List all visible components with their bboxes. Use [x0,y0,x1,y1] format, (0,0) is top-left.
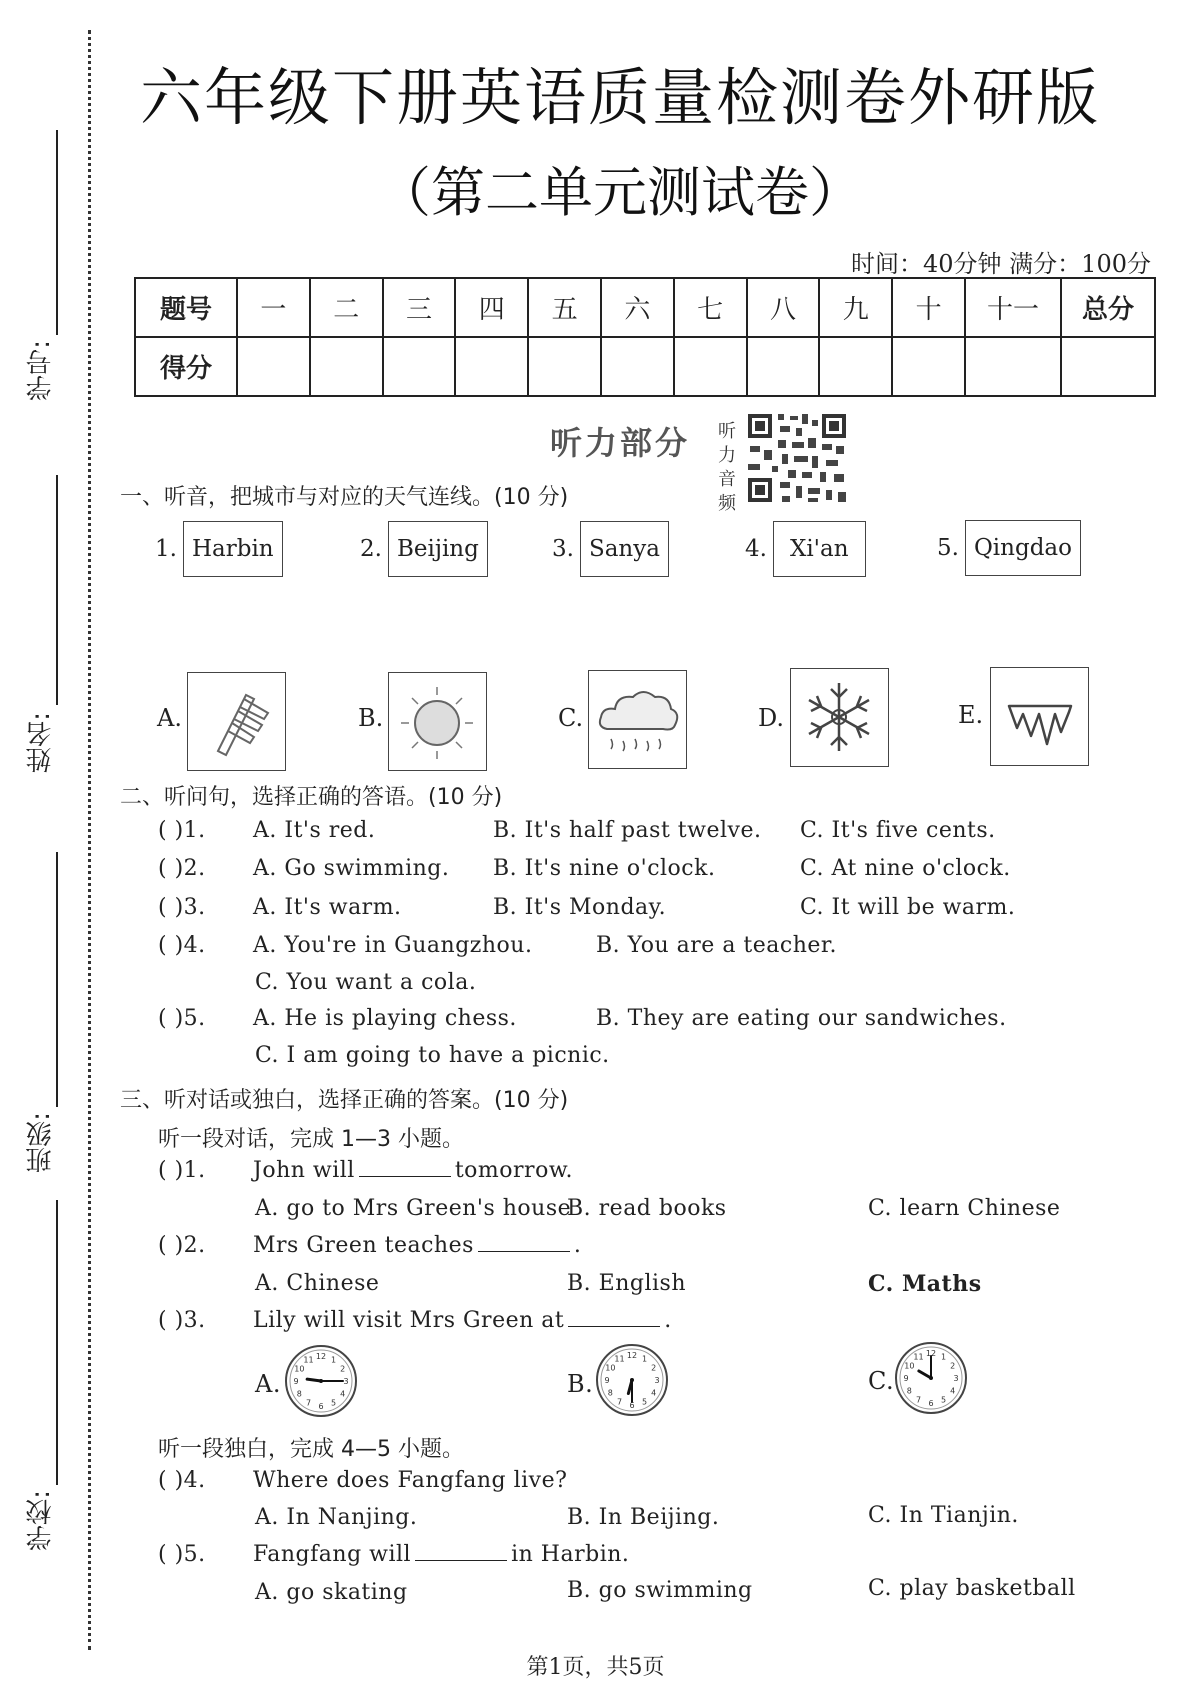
table-cell: 三 [383,278,456,337]
q2-1-option-b: B. It's half past twelve. [493,818,762,843]
table-cell: 四 [455,278,528,337]
stem-text: John will [253,1158,355,1183]
city-name-box: Beijing [388,521,488,577]
total-header: 总分 [1061,278,1155,337]
score-cell[interactable] [747,337,820,396]
pic-label-c: C. [558,704,584,732]
section3-intro-monologue: 听一段独白，完成 4—5 小题。 [158,1437,464,1462]
q2-3-option-a: A. It's warm. [253,895,402,920]
qr-code-icon[interactable] [742,408,852,508]
table-cell: 十一 [965,278,1061,337]
q2-3-option-c: C. It will be warm. [800,895,1016,920]
clock-numeral: 3 [953,1374,959,1383]
clock-numeral: 11 [913,1352,924,1362]
q3-1-option-c: C. learn Chinese [868,1196,1061,1221]
pic-label-b: B. [358,704,384,732]
answer-blank[interactable] [478,1233,570,1252]
q3-2-option-a: A. Chinese [255,1271,380,1296]
score-row-header: 得分 [135,337,237,396]
qr-label: 听力音频 [718,421,736,514]
clock-numeral: 6 [629,1401,635,1410]
city-item-4 [745,521,866,577]
clock-numeral: 4 [651,1388,657,1398]
score-cell[interactable] [601,337,674,396]
clock-numeral: 10 [904,1361,915,1371]
q2-2-option-c: C. At nine o'clock. [800,856,1011,881]
stem-text: in Harbin. [511,1542,630,1567]
q3-5-number: ( )5. [158,1542,206,1567]
score-cell[interactable] [819,337,892,396]
clock-numeral: 6 [318,1402,324,1411]
q3-3-option-b: B. [567,1370,594,1398]
stem-text: Mrs Green teaches [253,1233,474,1258]
q2-5-option-c: C. I am going to have a picnic. [255,1043,610,1068]
city-number: 3. [552,536,574,562]
q2-5-number: ( )5. [158,1006,206,1031]
score-cell[interactable] [1061,337,1155,396]
clock-icon [594,1342,670,1418]
class-label: 班级: [26,1112,56,1173]
q3-5-option-c: C. play basketball [868,1576,1076,1601]
clock-hour-hand [307,1379,321,1381]
pic-label-e: E. [958,701,984,729]
stem-text: Fangfang will [253,1542,412,1567]
q3-1-option-a: A. go to Mrs Green's house [255,1196,572,1221]
listening-heading: 听力部分 [550,424,691,462]
table-cell: 七 [674,278,747,337]
question-number-header: 题号 [135,278,237,337]
name-line [56,475,58,705]
city-item-2 [360,521,488,577]
clock-numeral: 10 [605,1363,616,1373]
clock-icon [283,1343,359,1419]
answer-blank[interactable] [359,1158,451,1177]
table-cell: 八 [747,278,820,337]
clock-numeral: 3 [343,1377,349,1386]
pic-label-d: D. [758,704,785,732]
q3-2-stem [253,1233,581,1258]
stem-text: Lily will visit Mrs Green at [253,1308,565,1333]
table-cell: 十 [892,278,965,337]
clock-numeral: 9 [903,1374,909,1383]
answer-blank[interactable] [415,1542,507,1561]
binding-dotted-line [88,30,91,1650]
clock-numeral: 1 [641,1354,648,1364]
q3-5-option-a: A. go skating [255,1580,408,1605]
q3-4-option-c: C. In Tianjin. [868,1503,1019,1528]
score-cell[interactable] [237,337,310,396]
q3-5-option-b: B. go swimming [567,1578,753,1603]
student-id-label: 学号: [26,340,56,401]
table-cell: 六 [601,278,674,337]
stem-text: . [664,1308,672,1333]
stem-text: tomorrow. [454,1158,574,1183]
time-info: 时间：40分钟 满分：100分 [851,250,1151,278]
class-line [56,852,58,1107]
q2-2-option-a: A. Go swimming. [253,856,450,881]
clock-numeral: 2 [340,1364,346,1374]
city-name-box: Xi'an [773,521,866,577]
student-id-line [56,130,58,335]
answer-blank[interactable] [568,1308,660,1327]
q2-5-option-a: A. He is playing chess. [253,1006,517,1031]
q3-1-option-b: B. read books [567,1196,727,1221]
city-number: 5. [937,535,959,561]
city-item-1 [155,521,283,577]
clock-numeral: 12 [925,1349,937,1358]
city-number: 4. [745,536,767,562]
q3-5-stem [253,1542,629,1567]
rain-cloud-icon [588,670,687,769]
clock-numeral: 9 [604,1376,610,1385]
score-table [134,277,1156,397]
clock-numeral: 5 [641,1397,648,1407]
clock-numeral: 7 [915,1395,922,1405]
clock-numeral: 2 [651,1363,657,1373]
score-cell[interactable] [528,337,601,396]
icicle-icon [990,667,1089,766]
q3-3-stem [253,1308,672,1333]
q3-3-number: ( )3. [158,1308,206,1333]
pic-label-a: A. [157,704,182,732]
clock-numeral: 1 [940,1352,947,1362]
q2-5-option-b: B. They are eating our sandwiches. [596,1006,1007,1031]
q2-2-option-b: B. It's nine o'clock. [493,856,716,881]
clock-numeral: 7 [616,1397,623,1407]
q2-3-option-b: B. It's Monday. [493,895,667,920]
page-title: 六年级下册英语质量检测卷外研版 [139,61,1100,134]
q2-2-number: ( )2. [158,856,206,881]
q2-3-number: ( )3. [158,895,206,920]
q3-2-option-c: C. Maths [868,1271,982,1297]
table-cell: 九 [819,278,892,337]
q3-4-stem: Where does Fangfang live? [253,1468,568,1493]
clock-numeral: 6 [928,1399,934,1408]
clock-numeral: 9 [293,1377,299,1386]
score-cell[interactable] [674,337,747,396]
clock-icon [893,1340,969,1416]
q3-3-option-c: C. [868,1367,895,1395]
school-line [56,1200,58,1485]
city-item-5 [937,520,1081,576]
clock-numeral: 11 [303,1355,314,1365]
q2-4-option-a: A. You're in Guangzhou. [253,933,533,958]
score-cell[interactable] [383,337,456,396]
city-name-box: Harbin [183,521,283,577]
q2-4-option-c: C. You want a cola. [255,970,477,995]
q2-1-number: ( )1. [158,818,206,843]
page-subtitle: （第二单元测试卷） [377,161,863,224]
city-item-3 [552,521,669,577]
clock-numeral: 8 [906,1386,912,1396]
score-cell[interactable] [455,337,528,396]
section3-heading: 三、听对话或独白，选择正确的答案。(10 分) [120,1088,569,1113]
name-label: 姓名: [26,712,56,773]
clock-numeral: 10 [294,1364,305,1374]
clock-numeral: 2 [950,1361,956,1371]
section3-intro-dialogue: 听一段对话，完成 1—3 小题。 [158,1127,464,1152]
city-name-box: Sanya [580,521,669,577]
clock-numeral: 12 [315,1352,327,1361]
score-cell[interactable] [965,337,1061,396]
q2-1-option-a: A. It's red. [253,818,376,843]
section2-heading: 二、听问句，选择正确的答语。(10 分) [120,785,503,810]
school-label: 学校: [26,1490,56,1551]
q3-2-number: ( )2. [158,1233,206,1258]
section1-heading: 一、听音，把城市与对应的天气连线。(10 分) [120,485,569,510]
page-footer: 第1页，共5页 [526,1655,665,1680]
score-cell[interactable] [310,337,383,396]
city-name-box: Qingdao [965,520,1081,576]
q2-4-number: ( )4. [158,933,206,958]
q3-1-stem [253,1158,573,1183]
q2-1-option-c: C. It's five cents. [800,818,996,843]
clock-numeral: 3 [654,1376,660,1385]
clock-numeral: 7 [305,1398,312,1408]
table-row [135,337,1155,396]
clock-numeral: 5 [330,1398,337,1408]
clock-numeral: 11 [614,1354,625,1364]
clock-numeral: 4 [340,1389,346,1399]
city-number: 2. [360,536,382,562]
clock-numeral: 12 [626,1351,638,1360]
table-cell: 五 [528,278,601,337]
clock-numeral: 4 [950,1386,956,1396]
table-cell: 二 [310,278,383,337]
q3-1-number: ( )1. [158,1158,206,1183]
wind-icon [187,672,286,771]
q3-4-number: ( )4. [158,1468,206,1493]
score-cell[interactable] [892,337,965,396]
clock-numeral: 5 [940,1395,947,1405]
q3-2-option-b: B. English [567,1271,686,1296]
table-cell: 一 [237,278,310,337]
table-row [135,278,1155,337]
q3-4-option-a: A. In Nanjing. [255,1505,418,1530]
clock-numeral: 8 [296,1389,302,1399]
q3-3-option-a: A. [255,1370,281,1398]
city-number: 1. [155,536,177,562]
q2-4-option-b: B. You are a teacher. [596,933,838,958]
q3-4-option-b: B. In Beijing. [567,1505,720,1530]
clock-numeral: 1 [330,1355,337,1365]
clock-numeral: 8 [607,1388,613,1398]
sun-icon [388,672,487,771]
snowflake-icon [790,668,889,767]
stem-text: . [573,1233,582,1258]
